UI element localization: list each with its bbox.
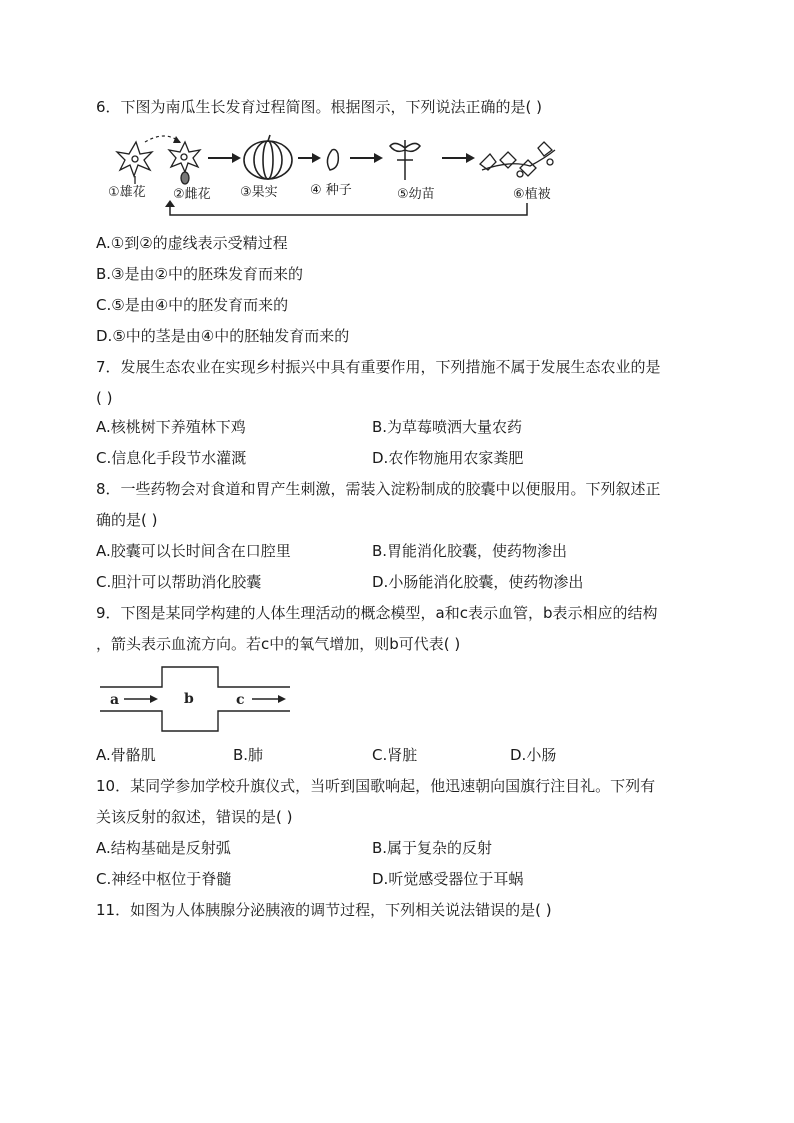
female-flower-icon — [169, 142, 200, 184]
pumpkin-growth-diagram — [100, 130, 570, 220]
male-flower-icon — [117, 142, 152, 184]
q8-option: C.胆汁可以帮助消化胶囊 — [96, 573, 262, 591]
q8-option: D.小肠能消化胶囊，使药物渗出 — [372, 573, 584, 591]
q10-stem-cont: 关该反射的叙述，错误的是( ) — [96, 808, 293, 826]
q10-option: D.听觉感受器位于耳蜗 — [372, 870, 524, 888]
diagram-label: ⑥植被 — [513, 187, 551, 202]
q11-stem: 11．如图为人体胰腺分泌胰液的调节过程，下列相关说法错误的是( ) — [96, 901, 552, 919]
vine-plant-icon — [480, 142, 555, 177]
diagram-label: ③果实 — [240, 185, 278, 200]
q7-option: A.核桃树下养殖林下鸡 — [96, 418, 246, 436]
q6-option: D.⑤中的茎是由④中的胚轴发育而来的 — [96, 327, 350, 345]
q10-option: C.神经中枢位于脊髓 — [96, 870, 232, 888]
return-loop-arrow — [170, 203, 527, 215]
vessel-c-label: c — [236, 692, 245, 708]
q10-option: A.结构基础是反射弧 — [96, 839, 231, 857]
q7-option: D.农作物施用农家粪肥 — [372, 449, 524, 467]
q10-stem: 10．某同学参加学校升旗仪式，当听到国歌响起，他迅速朝向国旗行注目礼。下列有 — [96, 777, 656, 795]
q6-stem: 6．下图为南瓜生长发育过程简图。根据图示，下列说法正确的是( ) — [96, 98, 543, 116]
q6-option: B.③是由②中的胚珠发育而来的 — [96, 265, 303, 283]
q9-option: C.肾脏 — [372, 746, 418, 764]
q9-option: D.小肠 — [510, 746, 557, 764]
seedling-icon — [390, 140, 420, 180]
q8-option: A.胶囊可以长时间含在口腔里 — [96, 542, 291, 560]
q8-option: B.胃能消化胶囊，使药物渗出 — [372, 542, 568, 560]
q7-stem-cont: ( ) — [96, 389, 113, 407]
diagram-label: ④ 种子 — [310, 183, 352, 198]
diagram-label: ⑤幼苗 — [397, 187, 435, 202]
q7-option: B.为草莓喷洒大量农药 — [372, 418, 523, 436]
q8-stem-cont: 确的是( ) — [96, 511, 158, 529]
pumpkin-icon — [244, 135, 292, 179]
blood-flow-model-diagram — [100, 665, 295, 735]
q6-option: A.①到②的虚线表示受精过程 — [96, 234, 288, 252]
q9-stem-cont: ，箭头表示血流方向。若c中的氧气增加，则b可代表( ) — [96, 635, 461, 653]
diagram-label: ①雄花 — [108, 185, 146, 200]
q6-option: C.⑤是由④中的胚发育而来的 — [96, 296, 289, 314]
q9-option: B.肺 — [233, 746, 264, 764]
seed-icon — [327, 150, 338, 171]
structure-b-label: b — [184, 691, 194, 707]
q8-stem: 8．一些药物会对食道和胃产生刺激，需装入淀粉制成的胶囊中以便服用。下列叙述正 — [96, 480, 661, 498]
vessel-a-label: a — [110, 692, 120, 708]
q10-option: B.属于复杂的反射 — [372, 839, 493, 857]
q9-option: A.骨骼肌 — [96, 746, 156, 764]
q7-stem: 7．发展生态农业在实现乡村振兴中具有重要作用，下列措施不属于发展生态农业的是 — [96, 358, 661, 376]
diagram-label: ②雌花 — [173, 187, 211, 202]
q9-stem: 9．下图是某同学构建的人体生理活动的概念模型，a和c表示血管，b表示相应的结构 — [96, 604, 658, 622]
q7-option: C.信息化手段节水灌溉 — [96, 449, 247, 467]
